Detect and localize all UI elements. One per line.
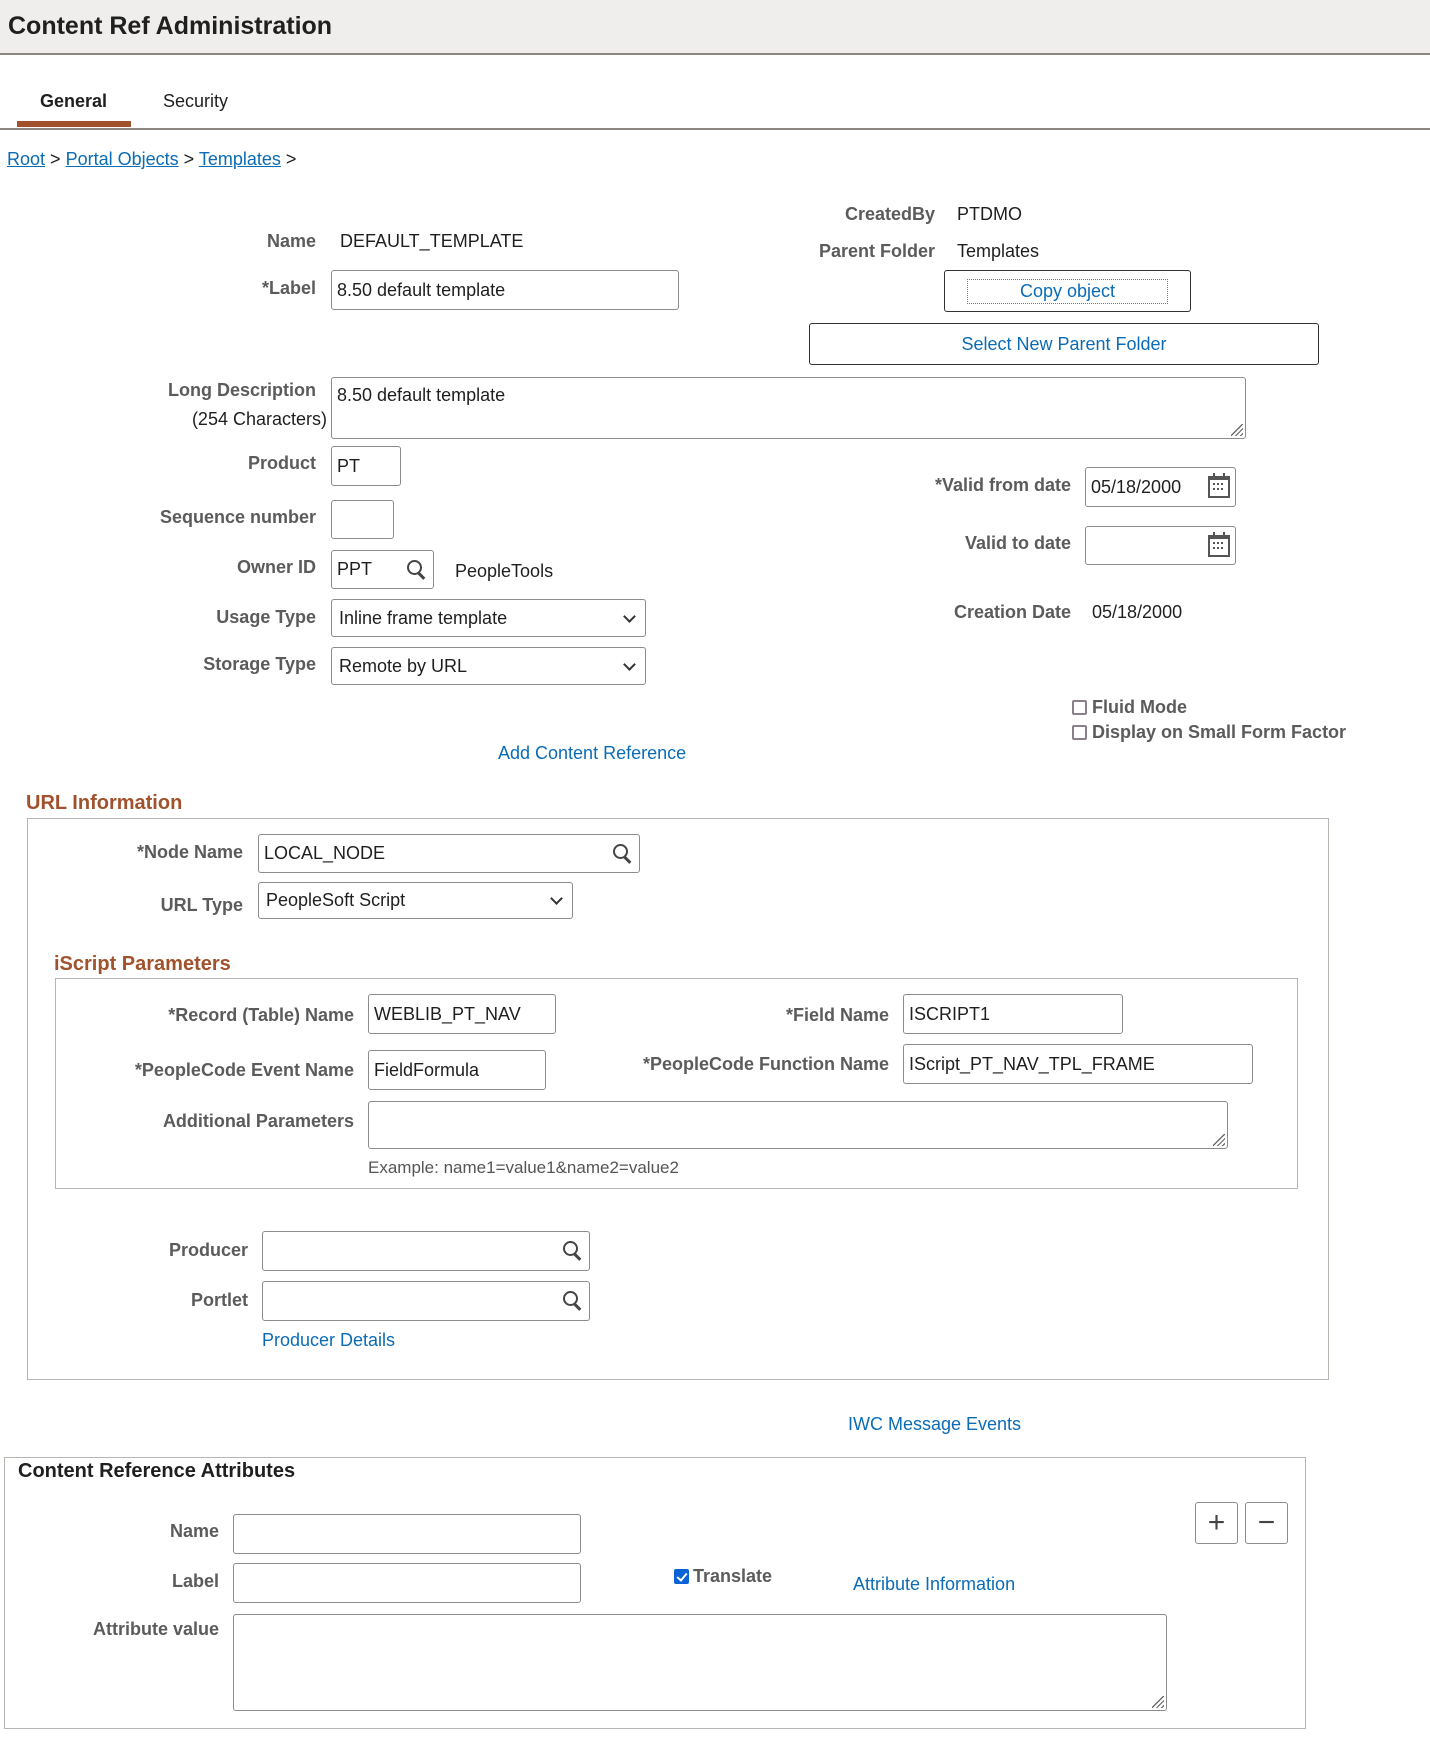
producer-input[interactable] <box>262 1231 590 1271</box>
additional-parameters-textarea[interactable] <box>368 1101 1228 1149</box>
url-type-value: PeopleSoft Script <box>266 890 406 910</box>
search-icon[interactable] <box>562 1240 584 1262</box>
breadcrumb-separator: > <box>50 149 61 169</box>
resize-grip-icon[interactable] <box>1213 1134 1225 1146</box>
sequence-number-label: Sequence number <box>159 507 316 527</box>
parent-folder-label: Parent Folder <box>818 241 935 261</box>
breadcrumb-portal-objects[interactable]: Portal Objects <box>65 149 179 169</box>
attribute-value-label: Attribute value <box>92 1619 219 1639</box>
created-by-label: CreatedBy <box>844 204 935 224</box>
fluid-mode-option[interactable] <box>1072 697 1187 718</box>
delete-row-button[interactable] <box>1245 1502 1288 1544</box>
url-type-select[interactable] <box>258 882 573 919</box>
label-input-value: 8.50 default template <box>337 279 506 300</box>
translate-option[interactable] <box>674 1566 772 1587</box>
translate-label: Translate <box>693 1566 773 1586</box>
calendar-icon[interactable] <box>1208 535 1230 557</box>
chevron-down-icon <box>550 892 563 905</box>
page-title: Content Ref Administration <box>8 12 333 40</box>
usage-type-value: Inline frame template <box>339 607 508 628</box>
attribute-value-textarea[interactable] <box>233 1614 1167 1711</box>
valid-to-date-label: Valid to date <box>964 533 1071 553</box>
chevron-down-icon <box>623 610 636 623</box>
long-description-textarea[interactable] <box>331 377 1246 439</box>
url-information-heading: URL Information <box>26 792 183 814</box>
minus-icon: − <box>1257 1506 1276 1539</box>
page-header <box>0 0 1430 55</box>
add-row-button[interactable] <box>1195 1502 1238 1544</box>
peoplecode-function-label: *PeopleCode Function Name <box>642 1054 889 1074</box>
tab-security[interactable]: Security <box>163 91 229 111</box>
attribute-name-label: Name <box>169 1521 219 1541</box>
portlet-input[interactable] <box>262 1281 590 1321</box>
search-icon[interactable] <box>612 843 634 865</box>
copy-object-label: Copy object <box>967 279 1168 304</box>
valid-from-date-value: 05/18/2000 <box>1091 476 1182 497</box>
valid-to-date-input[interactable] <box>1085 526 1236 565</box>
portlet-label: Portlet <box>190 1290 248 1310</box>
attribute-name-input[interactable] <box>233 1514 581 1554</box>
attribute-label-label: Label <box>171 1571 219 1591</box>
storage-type-select[interactable] <box>331 647 646 685</box>
record-name-input[interactable] <box>368 994 556 1034</box>
producer-details-link[interactable]: Producer Details <box>262 1330 396 1350</box>
copy-object-button[interactable] <box>944 270 1191 312</box>
usage-type-select[interactable] <box>331 599 646 637</box>
record-name-value: WEBLIB_PT_NAV <box>374 1003 521 1024</box>
owner-id-description: PeopleTools <box>455 561 554 581</box>
resize-grip-icon[interactable] <box>1231 424 1243 436</box>
breadcrumb-separator: > <box>183 149 195 169</box>
node-name-label: *Node Name <box>136 842 243 862</box>
additional-parameters-label: Additional Parameters <box>162 1111 354 1131</box>
owner-id-value: PPT <box>337 559 373 579</box>
resize-grip-icon[interactable] <box>1152 1696 1164 1708</box>
valid-from-date-input[interactable] <box>1085 467 1236 507</box>
storage-type-label: Storage Type <box>203 654 316 674</box>
long-description-label: Long Description <box>168 380 316 400</box>
tab-general[interactable]: General <box>40 91 108 111</box>
small-form-factor-checkbox[interactable] <box>1072 725 1087 740</box>
search-icon[interactable] <box>562 1290 584 1312</box>
peoplecode-event-label: *PeopleCode Event Name <box>134 1060 354 1080</box>
fluid-mode-label: Fluid Mode <box>1092 697 1187 717</box>
usage-type-label: Usage Type <box>216 607 316 627</box>
label-label: *Label <box>261 278 316 298</box>
product-input[interactable] <box>331 446 401 486</box>
name-value: DEFAULT_TEMPLATE <box>340 231 524 251</box>
creation-date-value: 05/18/2000 <box>1092 602 1183 622</box>
parent-folder-value: Templates <box>957 241 1040 261</box>
calendar-icon[interactable] <box>1208 476 1230 498</box>
iwc-message-events-link[interactable]: IWC Message Events <box>848 1414 1022 1434</box>
plus-icon: + <box>1207 1506 1226 1539</box>
label-input[interactable] <box>331 270 679 310</box>
breadcrumb-root[interactable]: Root <box>7 149 46 169</box>
peoplecode-event-value: FieldFormula <box>374 1059 480 1080</box>
owner-id-label: Owner ID <box>236 557 316 577</box>
attribute-information-link[interactable]: Attribute Information <box>853 1574 1016 1594</box>
content-reference-attributes-heading: Content Reference Attributes <box>18 1460 296 1482</box>
tab-bar <box>0 55 1430 130</box>
field-name-label: *Field Name <box>785 1005 889 1025</box>
created-by-value: PTDMO <box>957 204 1022 224</box>
field-name-value: ISCRIPT1 <box>909 1003 991 1024</box>
node-name-input[interactable] <box>258 834 640 873</box>
long-description-value: 8.50 default template <box>337 385 506 405</box>
url-type-label: URL Type <box>160 895 243 915</box>
node-name-value: LOCAL_NODE <box>264 843 386 863</box>
small-form-factor-label: Display on Small Form Factor <box>1092 722 1347 742</box>
attribute-label-input[interactable] <box>233 1563 581 1603</box>
record-name-label: *Record (Table) Name <box>168 1005 354 1025</box>
fluid-mode-checkbox[interactable] <box>1072 700 1087 715</box>
valid-from-date-label: *Valid from date <box>934 475 1071 495</box>
active-tab-indicator <box>17 121 131 127</box>
peoplecode-function-input[interactable] <box>903 1044 1253 1084</box>
translate-checkbox[interactable] <box>674 1569 689 1584</box>
product-input-value: PT <box>337 455 361 476</box>
search-icon[interactable] <box>406 559 428 581</box>
additional-parameters-example: Example: name1=value1&name2=value2 <box>368 1158 679 1177</box>
chevron-down-icon <box>623 658 636 671</box>
creation-date-label: Creation Date <box>953 602 1071 622</box>
small-form-factor-option[interactable] <box>1072 722 1346 743</box>
storage-type-value: Remote by URL <box>339 655 468 676</box>
breadcrumb-templates[interactable]: Templates <box>198 149 281 169</box>
owner-id-input[interactable] <box>331 550 434 589</box>
product-label: Product <box>247 453 316 473</box>
sequence-number-input[interactable] <box>331 500 394 539</box>
select-new-parent-folder-button[interactable]: Select New Parent Folder <box>809 323 1319 365</box>
producer-label: Producer <box>168 1240 248 1260</box>
iscript-parameters-heading: iScript Parameters <box>54 953 231 975</box>
peoplecode-event-input[interactable] <box>368 1050 546 1090</box>
add-content-reference-link[interactable]: Add Content Reference <box>498 743 687 763</box>
breadcrumb <box>7 149 296 170</box>
breadcrumb-separator: > <box>285 149 297 169</box>
field-name-input[interactable] <box>903 994 1123 1034</box>
name-label: Name <box>266 231 316 251</box>
long-description-sublabel: (254 Characters) <box>191 409 327 429</box>
peoplecode-function-value: IScript_PT_NAV_TPL_FRAME <box>909 1053 1155 1074</box>
